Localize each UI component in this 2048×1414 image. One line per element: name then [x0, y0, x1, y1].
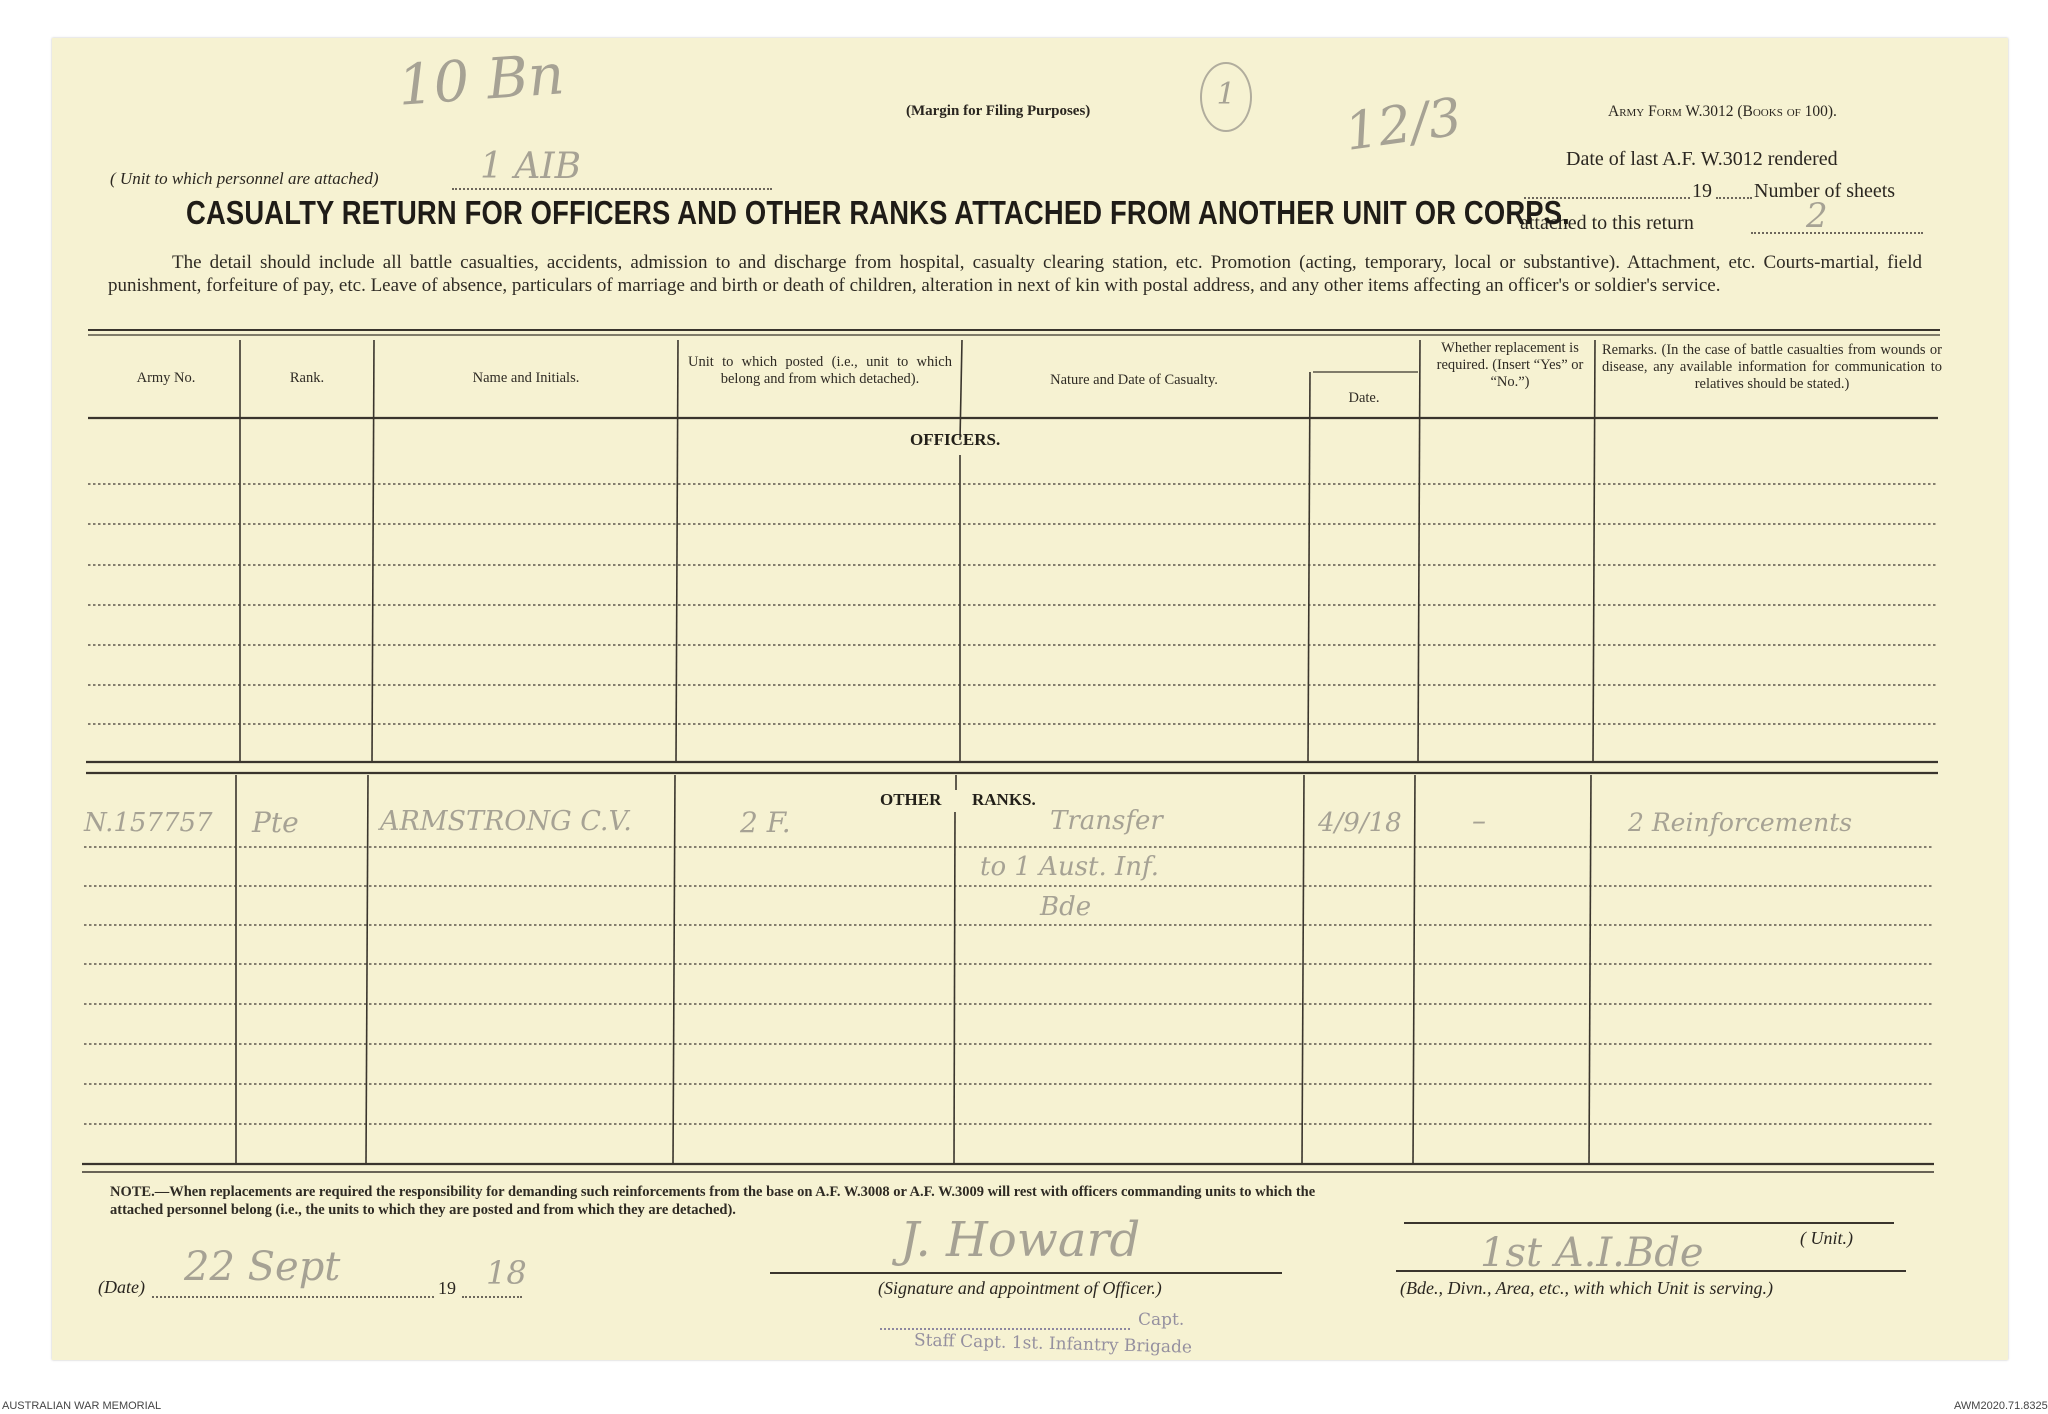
entry-nature-line2: to 1 Aust. Inf.: [980, 852, 1159, 882]
entry-unit: 2 F.: [740, 806, 791, 839]
date-line: [152, 1296, 434, 1298]
date-last-rendered-label: Date of last A.F. W.3012 rendered: [1566, 148, 1838, 170]
circled-number: 1: [1216, 77, 1236, 112]
date-year-bottom-line: [462, 1296, 522, 1298]
entry-remarks: 2 Reinforcements: [1628, 808, 1853, 837]
signature-caption: (Signature and appointment of Officer.): [878, 1278, 1162, 1298]
instructions-text: The detail should include all battle casualties, accidents, admission to and discharge from hospital, casualty clearing station, etc. Promotion (acting, temporary, local or substantive). Attachment, etc. Courts-martial, field punishment, forfeiture of pay, etc. Leave of absence, particulars of marriage and birth or death of children, alteration in next of kin with postal address, and any other items affecting an officer's or soldier's service.: [108, 252, 1922, 296]
form-title: CASUALTY RETURN FOR OFFICERS AND OTHER RANKS ATTACHED FROM ANOTHER UNIT OR CORPS.: [186, 194, 1570, 231]
handwritten-top-left: 10 Bn: [395, 42, 567, 119]
col-header-rank: Rank.: [289, 370, 325, 386]
filing-margin-note: (Margin for Filing Purposes): [906, 103, 1091, 119]
col-header-name: Name and Initials.: [472, 370, 580, 386]
credit-right: AWM2020.71.8325: [1954, 1400, 2048, 1412]
entry-rank: Pte: [252, 806, 299, 839]
unit-signature-line: [1404, 1222, 1894, 1224]
bde-handwritten: 1st A.I.Bde: [1480, 1230, 1704, 1276]
col-header-replacement: Whether replacement is required. (Insert “Yes” or “No.”): [1436, 340, 1584, 390]
col-header-remarks: Remarks. (In the case of battle casualties from wounds or disease, any available information for communication to relatives should be stated.): [1602, 342, 1942, 392]
date-year-handwritten: 18: [486, 1254, 527, 1292]
col-header-nature: Nature and Date of Casualty.: [1050, 372, 1218, 388]
signature-handwritten: J. Howard: [900, 1212, 1141, 1268]
credit-left: AUSTRALIAN WAR MEMORIAL: [2, 1400, 162, 1412]
unit-attached-handwritten: 1 AIB: [480, 146, 582, 187]
entry-nature-line1: Transfer: [1050, 806, 1163, 836]
date-handwritten: 22 Sept: [184, 1244, 341, 1290]
col-header-date: Date.: [1348, 390, 1380, 406]
attached-return-label: attached to this return: [1520, 212, 1694, 234]
date-year-label: 19: [1692, 180, 1712, 202]
entry-name: ARMSTRONG C.V.: [380, 806, 632, 837]
section-other-ranks-left: OTHER: [880, 790, 942, 809]
entry-date: 4/9/18: [1318, 808, 1402, 838]
stamp-staff-capt: Staff Capt. 1st. Infantry Brigade: [913, 1330, 1193, 1358]
date-label: (Date): [98, 1277, 145, 1297]
col-header-army-no: Army No.: [136, 370, 196, 386]
unit-attached-label: ( Unit to which personnel are attached): [110, 169, 379, 188]
entry-army-no: N.157757: [84, 808, 213, 838]
date-year-print: 19: [438, 1278, 456, 1298]
signature-line: [770, 1272, 1282, 1274]
unit-caption: ( Unit.): [1800, 1228, 1853, 1248]
number-of-sheets-label: Number of sheets: [1754, 180, 1896, 202]
entry-nature-line3: Bde: [1040, 892, 1092, 922]
col-header-unit-posted: Unit to which posted (i.e., unit to which belong and from which detached).: [688, 354, 952, 387]
sheets-handwritten: 2: [1806, 196, 1828, 236]
bde-caption: (Bde., Divn., Area, etc., with which Unit is serving.): [1400, 1278, 1773, 1298]
handwritten-fraction: 12/3: [1341, 87, 1466, 163]
section-officers: OFFICERS.: [910, 430, 1001, 449]
stamp-capt: Capt.: [1138, 1310, 1185, 1330]
army-form-id: Army Form W.3012 (Books of 100).: [1608, 103, 1837, 120]
footer-note: [110, 1183, 1340, 1219]
footer-note-text: NOTE.—When replacements are required the responsibility for demanding such reinforcements from the base on A.F. W.3008 or A.F. W.3009 will rest with officers commanding units to which the attached personnel belong (i.e., the units to which they are posted and from which they are detached).: [110, 1184, 1316, 1218]
entry-replacement: –: [1472, 804, 1486, 837]
section-other-ranks-right: RANKS.: [972, 790, 1036, 809]
